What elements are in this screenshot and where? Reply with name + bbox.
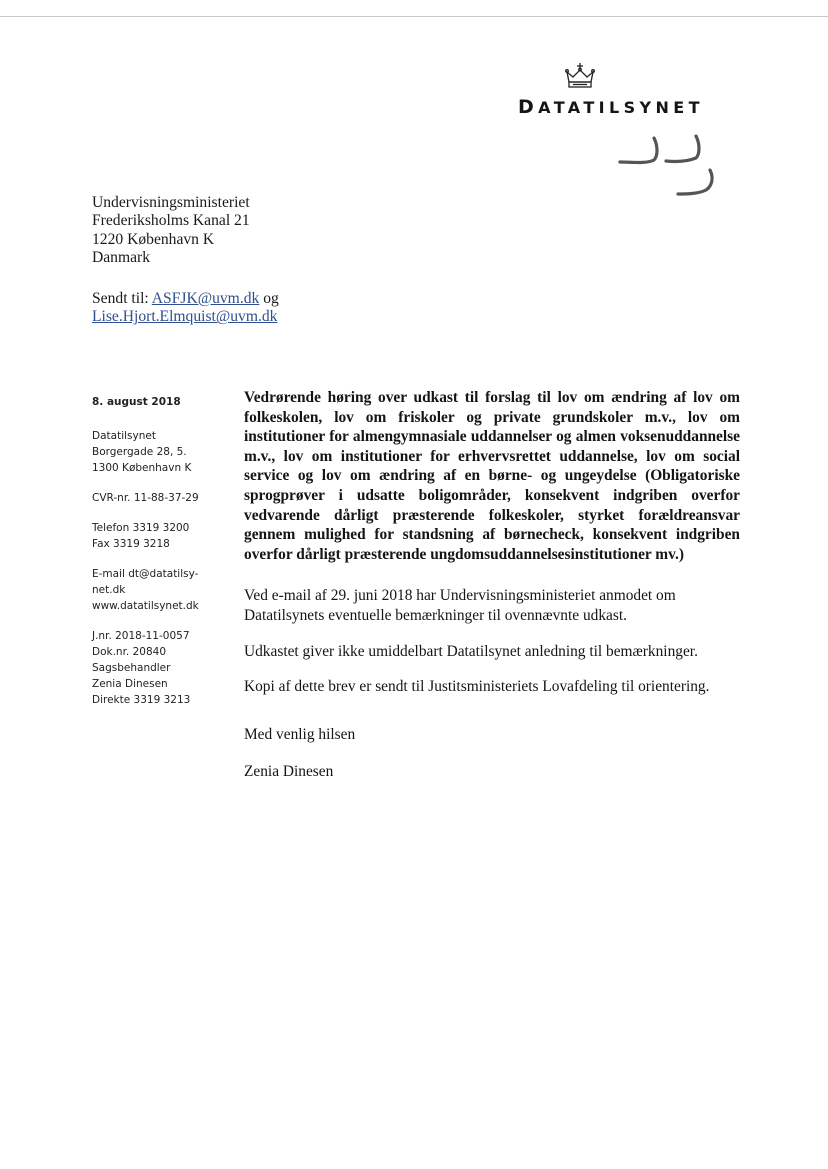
- email-link-lise[interactable]: Lise.Hjort.Elmquist@uvm.dk: [92, 308, 278, 326]
- recipient-address: [92, 194, 250, 268]
- case-reference: [92, 628, 232, 708]
- cvr-number: [92, 490, 232, 506]
- sent-to-label: Sendt til:: [92, 290, 149, 307]
- sender-address-line: 1300 København K: [92, 462, 192, 474]
- phone-line: Telefon 3319 3200: [92, 522, 190, 534]
- email-line-cont: net.dk: [92, 584, 126, 596]
- crown-logo-icon: [564, 62, 596, 90]
- recipient-line: Undervisningsministeriet: [92, 194, 250, 211]
- recipient-line: Danmark: [92, 249, 151, 267]
- phone-info: [92, 520, 232, 552]
- direct-phone: Direkte 3319 3213: [92, 694, 191, 706]
- letter-body: [244, 388, 740, 782]
- document-number: Dok.nr. 20840: [92, 646, 167, 658]
- recipient-line: Frederiksholms Kanal 21: [92, 212, 250, 230]
- body-paragraph: Ved e-mail af 29. juni 2018 har Undervisningsministeriet anmodet om Datatilsynets eventuelle bemærkninger til ovennævnte udkast.: [244, 587, 676, 624]
- website-line: www.datatilsynet.dk: [92, 600, 199, 612]
- letter-subject: Vedrørende høring over udkast til forslag til lov om ændring af lov om folkeskolen, lov om friskoler og private grundskoler m.v., lov om institutioner for almengymnasiale uddannelser og almen voksenuddannelse m.v., lov om institutioner for erhvervsrettet uddannelse, lov om social service og lov om ændring af en børne- og ungeydelse (Obligatoriske sprogprøver i udsatte boligområder, konsekvent indgriben overfor vedvarende dårligt præsterende folkeskoler, styrket forældreansvar gennem mulighed for standsning af børnecheck, konsekvent indgriben overfor dårligt præsterende ungdomsuddannelsesinstitutioner mv.): [244, 389, 740, 563]
- sender-address-line: Datatilsynet: [92, 430, 156, 442]
- sent-to-block: [92, 290, 279, 327]
- contact-info: [92, 566, 232, 614]
- signature-name: Zenia Dinesen: [244, 763, 334, 781]
- sender-address: [92, 428, 232, 476]
- cvr-line: CVR-nr. 11-88-37-29: [92, 492, 199, 504]
- case-handler-label: Sagsbehandler: [92, 662, 171, 674]
- body-paragraph: Kopi af dette brev er sendt til Justitsministeriets Lovafdeling til orientering.: [244, 678, 710, 696]
- journal-number: J.nr. 2018-11-0057: [92, 630, 190, 642]
- sender-info-sidebar: [92, 394, 232, 722]
- body-paragraph: Udkastet giver ikke umiddelbart Datatilsynet anledning til bemærkninger.: [244, 642, 698, 660]
- handwritten-mark: [612, 132, 728, 204]
- letter-date: 8. august 2018: [92, 396, 181, 408]
- case-handler-name: Zenia Dinesen: [92, 678, 168, 690]
- fax-line: Fax 3319 3218: [92, 538, 170, 550]
- recipient-line: 1220 København K: [92, 230, 215, 248]
- sent-to-conjunction: og: [263, 290, 279, 307]
- sender-address-line: Borgergade 28, 5.: [92, 446, 187, 458]
- email-link-asfjk[interactable]: ASFJK@uvm.dk: [151, 290, 260, 307]
- datatilsynet-logo-text: DATATILSYNET: [518, 96, 704, 118]
- email-line: E-mail dt@datatilsy-: [92, 568, 199, 580]
- closing-greeting: Med venlig hilsen: [244, 725, 356, 743]
- scan-edge-line: [0, 16, 828, 17]
